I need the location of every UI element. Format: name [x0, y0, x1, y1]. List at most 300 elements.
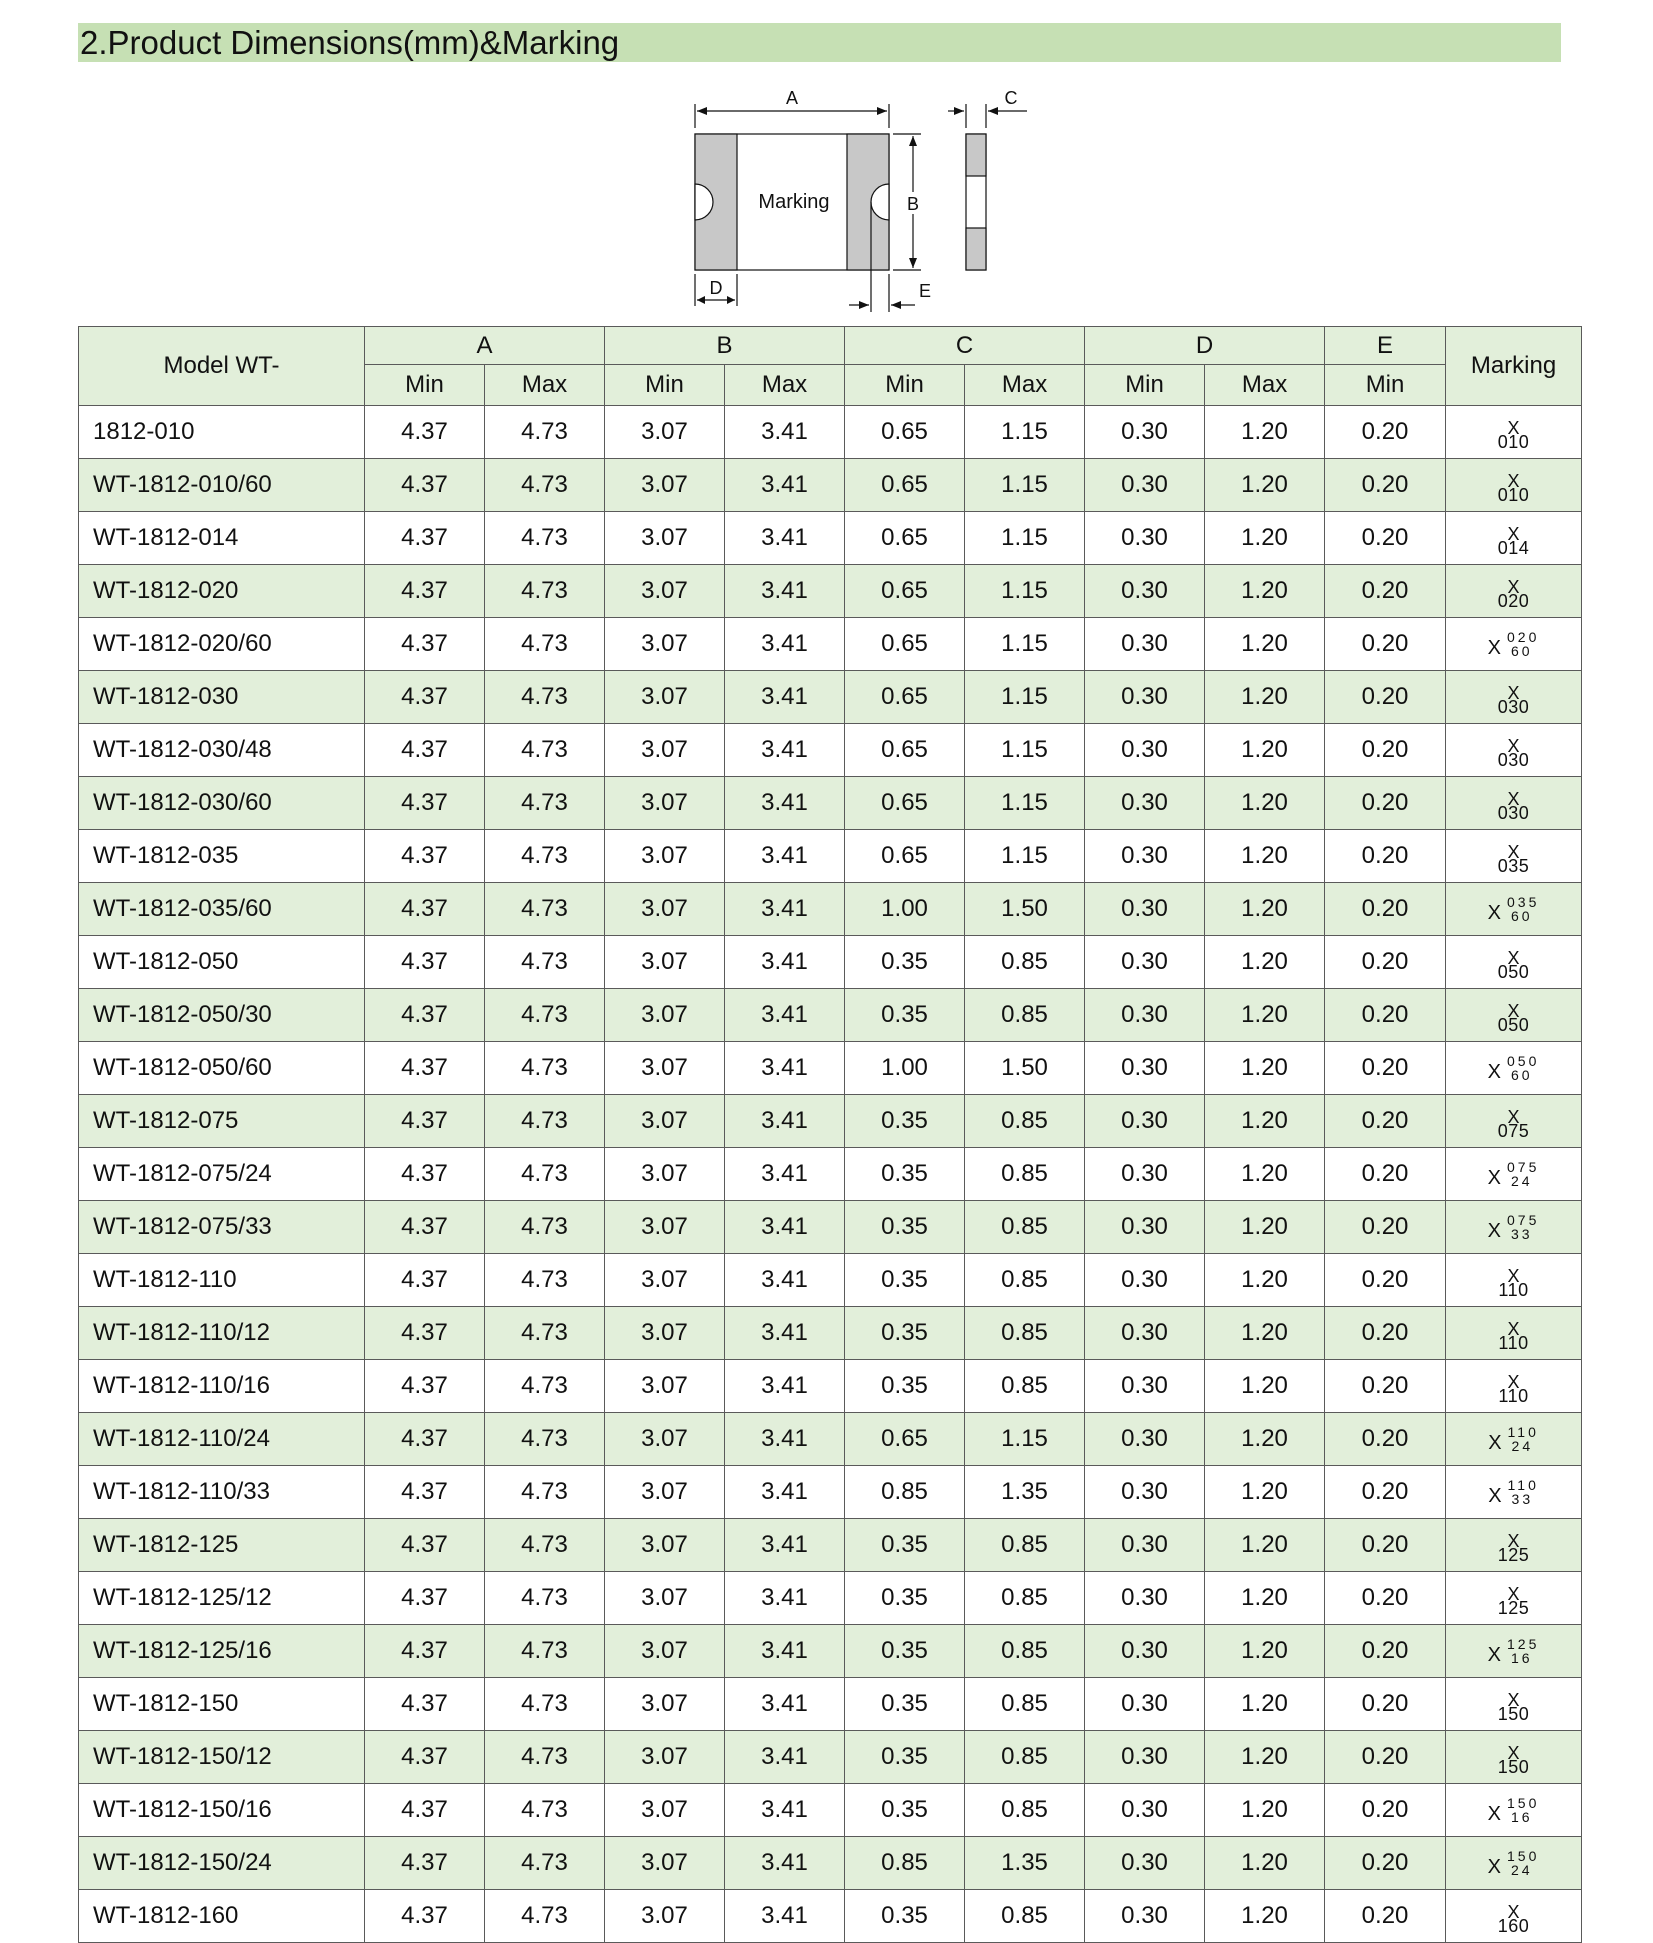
header-marking: Marking [1446, 327, 1582, 406]
a-max-cell: 4.73 [485, 406, 605, 459]
marking-cell [1446, 883, 1582, 936]
b-max-cell: 3.41 [725, 1148, 845, 1201]
a-max-cell: 4.73 [485, 883, 605, 936]
b-max-cell: 3.41 [725, 883, 845, 936]
marking-code [1497, 576, 1530, 611]
marking-cell [1446, 989, 1582, 1042]
a-max-cell: 4.73 [485, 777, 605, 830]
table-row [79, 1095, 1582, 1148]
marking-value: 020 [1507, 629, 1540, 645]
d-min-cell: 0.30 [1085, 1519, 1205, 1572]
marking-column [1508, 1425, 1539, 1453]
model-cell: WT-1812-075 [79, 1095, 365, 1148]
d-min-cell: 0.30 [1085, 830, 1205, 883]
b-max-cell: 3.41 [725, 936, 845, 989]
c-max-cell: 1.15 [965, 512, 1085, 565]
d-min-cell: 0.30 [1085, 1307, 1205, 1360]
e-min-cell: 0.20 [1325, 671, 1446, 724]
a-max-cell: 4.73 [485, 1042, 605, 1095]
d-min-cell: 0.30 [1085, 459, 1205, 512]
marking-code [1488, 630, 1540, 658]
marking-cell [1446, 406, 1582, 459]
marking-x: X [1487, 1061, 1502, 1083]
b-max-cell: 3.41 [725, 1360, 845, 1413]
d-max-cell: 1.20 [1205, 724, 1325, 777]
marking-code [1497, 1583, 1530, 1618]
marking-x: X [1507, 1742, 1520, 1763]
c-min-cell: 0.35 [845, 1307, 965, 1360]
d-max-cell: 1.20 [1205, 1837, 1325, 1890]
marking-code [1497, 1689, 1530, 1724]
c-max-cell: 1.15 [965, 777, 1085, 830]
e-min-cell: 0.20 [1325, 459, 1446, 512]
model-cell: WT-1812-030 [79, 671, 365, 724]
c-max-cell: 1.35 [965, 1466, 1085, 1519]
b-min-cell: 3.07 [605, 671, 725, 724]
table-row [79, 1466, 1582, 1519]
b-max-cell: 3.41 [725, 459, 845, 512]
header-group-b: B [605, 327, 845, 365]
d-min-cell: 0.30 [1085, 883, 1205, 936]
marking-suffix: 16 [1511, 1809, 1533, 1825]
marking-value: 075 [1507, 1159, 1540, 1175]
c-max-cell: 1.15 [965, 671, 1085, 724]
marking-cell [1446, 1360, 1582, 1413]
marking-cell [1446, 724, 1582, 777]
marking-value: 050 [1497, 1015, 1530, 1035]
d-min-cell: 0.30 [1085, 1413, 1205, 1466]
a-max-cell: 4.73 [485, 1148, 605, 1201]
e-min-cell: 0.20 [1325, 1042, 1446, 1095]
marking-suffix: 24 [1511, 1173, 1533, 1189]
c-max-cell: 0.85 [965, 1254, 1085, 1307]
table-row [79, 1307, 1582, 1360]
a-max-cell: 4.73 [485, 1254, 605, 1307]
header-e-min: Min [1325, 365, 1446, 406]
a-min-cell: 4.37 [365, 512, 485, 565]
marking-column [1507, 1796, 1539, 1824]
table-row [79, 1678, 1582, 1731]
table-row [79, 989, 1582, 1042]
d-min-cell: 0.30 [1085, 1360, 1205, 1413]
marking-code [1497, 1901, 1530, 1936]
d-min-cell: 0.30 [1085, 989, 1205, 1042]
marking-column [1507, 1213, 1539, 1241]
a-min-cell: 4.37 [365, 883, 485, 936]
b-max-cell: 3.41 [725, 1095, 845, 1148]
c-min-cell: 0.85 [845, 1466, 965, 1519]
model-cell: WT-1812-150 [79, 1678, 365, 1731]
b-min-cell: 3.07 [605, 1678, 725, 1731]
header-group-a: A [365, 327, 605, 365]
d-min-cell: 0.30 [1085, 1837, 1205, 1890]
c-max-cell: 0.85 [965, 1307, 1085, 1360]
d-max-cell: 1.20 [1205, 1731, 1325, 1784]
marking-x: X [1507, 470, 1520, 491]
marking-x: X [1507, 682, 1520, 703]
marking-code [1488, 1637, 1540, 1665]
marking-suffix: 24 [1511, 1862, 1533, 1878]
header-b-min: Min [605, 365, 725, 406]
model-cell: WT-1812-020/60 [79, 618, 365, 671]
marking-cell [1446, 459, 1582, 512]
a-max-cell: 4.73 [485, 936, 605, 989]
marking-value: 125 [1507, 1636, 1540, 1652]
marking-cell [1446, 1254, 1582, 1307]
b-min-cell: 3.07 [605, 1095, 725, 1148]
c-min-cell: 0.65 [845, 459, 965, 512]
marking-code [1488, 1213, 1540, 1241]
d-max-cell: 1.20 [1205, 1519, 1325, 1572]
table-row [79, 1042, 1582, 1095]
c-min-cell: 0.35 [845, 1731, 965, 1784]
a-min-cell: 4.37 [365, 724, 485, 777]
e-min-cell: 0.20 [1325, 1731, 1446, 1784]
c-min-cell: 0.65 [845, 830, 965, 883]
d-min-cell: 0.30 [1085, 1466, 1205, 1519]
c-min-cell: 0.35 [845, 1572, 965, 1625]
a-min-cell: 4.37 [365, 1890, 485, 1943]
marking-code [1488, 1054, 1540, 1082]
model-cell: WT-1812-125 [79, 1519, 365, 1572]
c-min-cell: 0.65 [845, 1413, 965, 1466]
c-min-cell: 0.65 [845, 671, 965, 724]
marking-code [1488, 1849, 1540, 1877]
b-max-cell: 3.41 [725, 618, 845, 671]
c-max-cell: 0.85 [965, 1201, 1085, 1254]
b-min-cell: 3.07 [605, 618, 725, 671]
table-row [79, 1519, 1582, 1572]
marking-cell [1446, 512, 1582, 565]
marking-cell [1446, 1731, 1582, 1784]
b-max-cell: 3.41 [725, 565, 845, 618]
e-min-cell: 0.20 [1325, 1201, 1446, 1254]
d-max-cell: 1.20 [1205, 1201, 1325, 1254]
label-a: A [785, 88, 799, 108]
a-min-cell: 4.37 [365, 1360, 485, 1413]
marking-column [1507, 1054, 1539, 1082]
model-cell: WT-1812-125/12 [79, 1572, 365, 1625]
b-min-cell: 3.07 [605, 1837, 725, 1890]
a-max-cell: 4.73 [485, 512, 605, 565]
b-min-cell: 3.07 [605, 989, 725, 1042]
model-cell: WT-1812-125/16 [79, 1625, 365, 1678]
marking-cell [1446, 777, 1582, 830]
marking-cell [1446, 618, 1582, 671]
marking-value: 030 [1497, 803, 1530, 823]
table-row [79, 565, 1582, 618]
b-min-cell: 3.07 [605, 1890, 725, 1943]
a-max-cell: 4.73 [485, 1360, 605, 1413]
d-max-cell: 1.20 [1205, 1625, 1325, 1678]
header-d-min: Min [1085, 365, 1205, 406]
d-min-cell: 0.30 [1085, 1254, 1205, 1307]
model-cell: WT-1812-160 [79, 1890, 365, 1943]
d-max-cell: 1.20 [1205, 1890, 1325, 1943]
d-min-cell: 0.30 [1085, 1148, 1205, 1201]
c-min-cell: 0.65 [845, 565, 965, 618]
b-max-cell: 3.41 [725, 1784, 845, 1837]
b-max-cell: 3.41 [725, 1731, 845, 1784]
b-max-cell: 3.41 [725, 1042, 845, 1095]
b-min-cell: 3.07 [605, 1307, 725, 1360]
marking-code [1497, 470, 1530, 505]
table-row [79, 777, 1582, 830]
table-row [79, 618, 1582, 671]
c-max-cell: 0.85 [965, 936, 1085, 989]
model-cell: WT-1812-150/12 [79, 1731, 365, 1784]
c-min-cell: 1.00 [845, 883, 965, 936]
d-max-cell: 1.20 [1205, 1784, 1325, 1837]
marking-column [1507, 895, 1539, 923]
e-min-cell: 0.20 [1325, 1890, 1446, 1943]
a-min-cell: 4.37 [365, 1254, 485, 1307]
a-max-cell: 4.73 [485, 724, 605, 777]
c-max-cell: 0.85 [965, 1519, 1085, 1572]
a-max-cell: 4.73 [485, 459, 605, 512]
a-max-cell: 4.73 [485, 989, 605, 1042]
header-b-max: Max [725, 365, 845, 406]
marking-suffix: 33 [1511, 1226, 1533, 1242]
b-min-cell: 3.07 [605, 1519, 725, 1572]
c-min-cell: 0.35 [845, 1625, 965, 1678]
a-max-cell: 4.73 [485, 1625, 605, 1678]
b-min-cell: 3.07 [605, 1360, 725, 1413]
a-min-cell: 4.37 [365, 1148, 485, 1201]
a-max-cell: 4.73 [485, 1413, 605, 1466]
table-row [79, 1360, 1582, 1413]
marking-cell [1446, 1307, 1582, 1360]
section-title: 2.Product Dimensions(mm)&Marking [78, 23, 1561, 62]
d-min-cell: 0.30 [1085, 565, 1205, 618]
marking-suffix: 60 [1511, 1067, 1533, 1083]
table-row [79, 1837, 1582, 1890]
marking-x: X [1488, 1485, 1502, 1507]
dimension-diagram-svg [655, 84, 1035, 314]
c-max-cell: 1.15 [965, 406, 1085, 459]
model-cell: WT-1812-110/16 [79, 1360, 365, 1413]
marking-value: 010 [1497, 432, 1530, 452]
b-max-cell: 3.41 [725, 1201, 845, 1254]
model-cell: WT-1812-014 [79, 512, 365, 565]
c-max-cell: 1.15 [965, 830, 1085, 883]
marking-code [1488, 1478, 1539, 1506]
c-min-cell: 0.35 [845, 1519, 965, 1572]
marking-cell [1446, 1784, 1582, 1837]
model-cell: WT-1812-110 [79, 1254, 365, 1307]
e-min-cell: 0.20 [1325, 1466, 1446, 1519]
model-cell: WT-1812-110/12 [79, 1307, 365, 1360]
b-min-cell: 3.07 [605, 1148, 725, 1201]
b-max-cell: 3.41 [725, 1837, 845, 1890]
b-min-cell: 3.07 [605, 1625, 725, 1678]
marking-value: 075 [1507, 1212, 1540, 1228]
c-min-cell: 0.35 [845, 1148, 965, 1201]
marking-cell [1446, 1413, 1582, 1466]
header-a-max: Max [485, 365, 605, 406]
marking-cell [1446, 1201, 1582, 1254]
marking-value: 110 [1498, 1386, 1529, 1406]
marking-x: X [1507, 735, 1520, 756]
a-min-cell: 4.37 [365, 1837, 485, 1890]
dimensions-table [78, 326, 1582, 1943]
label-d: D [709, 278, 723, 298]
d-max-cell: 1.20 [1205, 671, 1325, 724]
marking-value: 050 [1507, 1053, 1540, 1069]
marking-code [1488, 1796, 1540, 1824]
b-min-cell: 3.07 [605, 1413, 725, 1466]
e-min-cell: 0.20 [1325, 1254, 1446, 1307]
e-min-cell: 0.20 [1325, 883, 1446, 936]
e-min-cell: 0.20 [1325, 1095, 1446, 1148]
table-row [79, 1572, 1582, 1625]
a-min-cell: 4.37 [365, 1784, 485, 1837]
d-min-cell: 0.30 [1085, 671, 1205, 724]
d-min-cell: 0.30 [1085, 512, 1205, 565]
marking-value: 110 [1498, 1280, 1529, 1300]
e-min-cell: 0.20 [1325, 1360, 1446, 1413]
marking-x: X [1507, 1106, 1520, 1127]
d-max-cell: 1.20 [1205, 883, 1325, 936]
d-max-cell: 1.20 [1205, 1307, 1325, 1360]
a-max-cell: 4.73 [485, 830, 605, 883]
d-min-cell: 0.30 [1085, 406, 1205, 459]
c-max-cell: 1.35 [965, 1837, 1085, 1890]
table-row [79, 883, 1582, 936]
d-min-cell: 0.30 [1085, 1095, 1205, 1148]
model-cell: WT-1812-020 [79, 565, 365, 618]
c-min-cell: 0.65 [845, 406, 965, 459]
e-min-cell: 0.20 [1325, 1413, 1446, 1466]
a-min-cell: 4.37 [365, 1466, 485, 1519]
d-max-cell: 1.20 [1205, 830, 1325, 883]
table-body [79, 406, 1582, 1943]
b-max-cell: 3.41 [725, 989, 845, 1042]
marking-column [1507, 630, 1539, 658]
b-min-cell: 3.07 [605, 830, 725, 883]
d-max-cell: 1.20 [1205, 1095, 1325, 1148]
c-min-cell: 0.65 [845, 724, 965, 777]
model-cell: WT-1812-150/24 [79, 1837, 365, 1890]
marking-code [1488, 1160, 1540, 1188]
marking-suffix: 16 [1511, 1650, 1533, 1666]
e-min-cell: 0.20 [1325, 512, 1446, 565]
d-max-cell: 1.20 [1205, 565, 1325, 618]
model-cell: WT-1812-110/24 [79, 1413, 365, 1466]
a-max-cell: 4.73 [485, 565, 605, 618]
d-max-cell: 1.20 [1205, 1678, 1325, 1731]
e-min-cell: 0.20 [1325, 830, 1446, 883]
table-row [79, 1731, 1582, 1784]
marking-code [1497, 735, 1530, 770]
marking-code [1498, 1371, 1529, 1406]
header-group-d: D [1085, 327, 1325, 365]
marking-value: 150 [1497, 1704, 1530, 1724]
a-min-cell: 4.37 [365, 1519, 485, 1572]
d-min-cell: 0.30 [1085, 1678, 1205, 1731]
e-min-cell: 0.20 [1325, 1784, 1446, 1837]
marking-cell [1446, 830, 1582, 883]
e-min-cell: 0.20 [1325, 777, 1446, 830]
marking-x: X [1488, 1432, 1502, 1454]
d-max-cell: 1.20 [1205, 936, 1325, 989]
marking-value: 160 [1497, 1916, 1530, 1936]
a-min-cell: 4.37 [365, 1095, 485, 1148]
model-cell: WT-1812-075/24 [79, 1148, 365, 1201]
d-min-cell: 0.30 [1085, 1201, 1205, 1254]
d-min-cell: 0.30 [1085, 1731, 1205, 1784]
marking-code [1497, 841, 1530, 876]
marking-value: 150 [1507, 1795, 1540, 1811]
marking-x: X [1507, 1901, 1520, 1922]
header-d-max: Max [1205, 365, 1325, 406]
model-cell: WT-1812-035 [79, 830, 365, 883]
b-max-cell: 3.41 [725, 671, 845, 724]
marking-code [1488, 895, 1540, 923]
table-row [79, 406, 1582, 459]
marking-cell [1446, 1042, 1582, 1095]
marking-x: X [1507, 417, 1520, 438]
marking-code [1497, 1742, 1530, 1777]
b-max-cell: 3.41 [725, 777, 845, 830]
d-min-cell: 0.30 [1085, 777, 1205, 830]
marking-x: X [1507, 1530, 1520, 1551]
marking-x: X [1487, 1803, 1502, 1825]
dimension-diagram [655, 84, 1035, 314]
table-row [79, 459, 1582, 512]
marking-value: 030 [1497, 697, 1530, 717]
b-min-cell: 3.07 [605, 724, 725, 777]
b-min-cell: 3.07 [605, 565, 725, 618]
b-max-cell: 3.41 [725, 1254, 845, 1307]
marking-x: X [1507, 1000, 1520, 1021]
marking-x: X [1507, 1265, 1520, 1286]
b-min-cell: 3.07 [605, 1466, 725, 1519]
b-max-cell: 3.41 [725, 1678, 845, 1731]
a-min-cell: 4.37 [365, 1201, 485, 1254]
label-e: E [918, 281, 932, 301]
b-max-cell: 3.41 [725, 1625, 845, 1678]
model-cell: WT-1812-050/30 [79, 989, 365, 1042]
b-max-cell: 3.41 [725, 724, 845, 777]
marking-cell [1446, 1148, 1582, 1201]
c-min-cell: 0.65 [845, 777, 965, 830]
marking-code [1497, 788, 1530, 823]
model-cell: WT-1812-030/48 [79, 724, 365, 777]
marking-value: 110 [1507, 1424, 1539, 1440]
a-max-cell: 4.73 [485, 1201, 605, 1254]
table-row [79, 1413, 1582, 1466]
a-min-cell: 4.37 [365, 406, 485, 459]
d-max-cell: 1.20 [1205, 1466, 1325, 1519]
c-min-cell: 0.65 [845, 512, 965, 565]
d-max-cell: 1.20 [1205, 1042, 1325, 1095]
b-min-cell: 3.07 [605, 459, 725, 512]
marking-x: X [1487, 902, 1502, 924]
a-max-cell: 4.73 [485, 1678, 605, 1731]
a-min-cell: 4.37 [365, 565, 485, 618]
e-min-cell: 0.20 [1325, 1307, 1446, 1360]
table-row [79, 1254, 1582, 1307]
header-c-max: Max [965, 365, 1085, 406]
e-min-cell: 0.20 [1325, 1837, 1446, 1890]
marking-value: 150 [1497, 1757, 1530, 1777]
marking-cell [1446, 671, 1582, 724]
model-cell: WT-1812-050/60 [79, 1042, 365, 1095]
header-group-e: E [1325, 327, 1446, 365]
d-min-cell: 0.30 [1085, 936, 1205, 989]
header-group-c: C [845, 327, 1085, 365]
